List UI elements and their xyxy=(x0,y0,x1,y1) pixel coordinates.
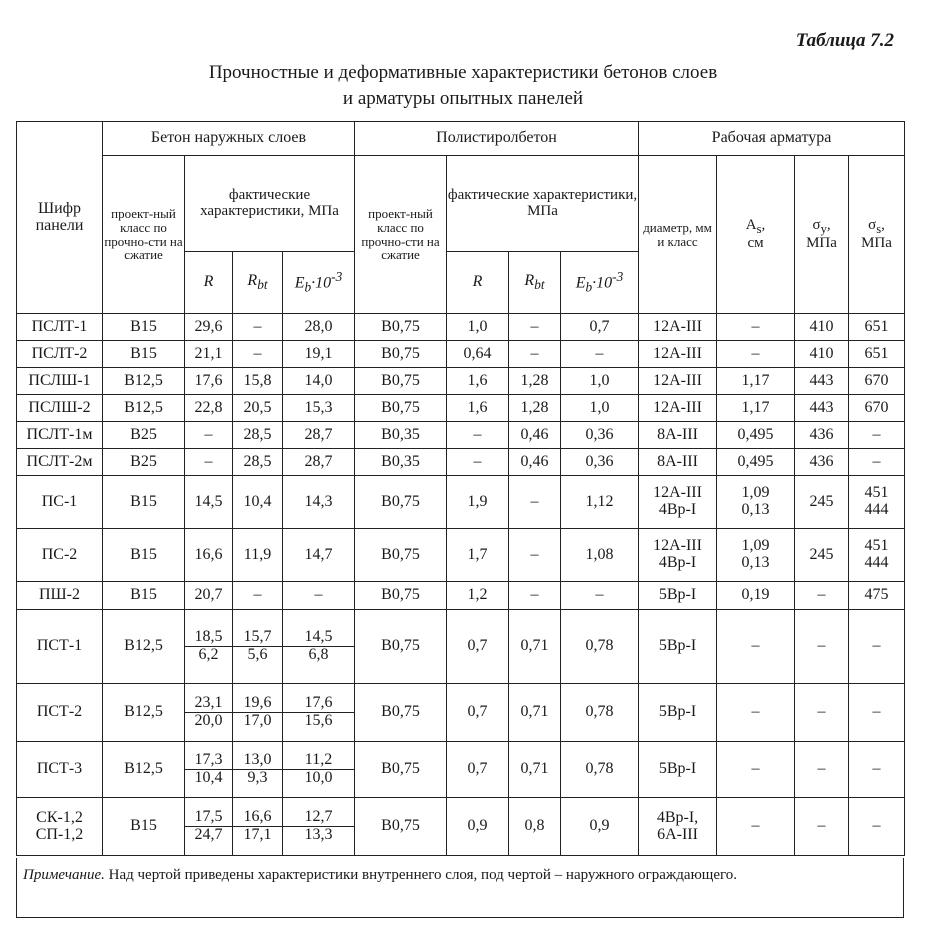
cell-Eb: 28,7 xyxy=(283,449,355,476)
header-Eb: $E_b\cdot 10^{-3}$ xyxy=(283,252,355,314)
cell-code: ПСЛТ-2м xyxy=(17,449,103,476)
cell-pc-class: B0,75 xyxy=(355,610,447,684)
cell-pc-Rbt: – xyxy=(509,341,561,368)
cell-class: B15 xyxy=(103,476,185,529)
cell-as xyxy=(717,476,795,529)
cell-pc-Eb: 0,78 xyxy=(561,684,639,742)
cell-diameter: 12A-III xyxy=(639,368,717,395)
table-row xyxy=(17,684,905,742)
cell-as: – xyxy=(717,610,795,684)
cell-inner: 18,5 xyxy=(185,629,232,647)
cell-sigma-y: – xyxy=(795,582,849,610)
cell-line: СП-1,2 xyxy=(35,825,84,843)
cell-line: 451 xyxy=(864,537,889,555)
cell-as: 0,495 xyxy=(717,449,795,476)
header-R-pc: R xyxy=(447,252,509,314)
cell-code: ПСЛШ-2 xyxy=(17,395,103,422)
cell-as: 1,17 xyxy=(717,395,795,422)
cell-Rbt: – xyxy=(233,341,283,368)
cell-class: B25 xyxy=(103,422,185,449)
cell-as: – xyxy=(717,341,795,368)
cell-diameter: 8A-III xyxy=(639,449,717,476)
table-row xyxy=(17,742,905,798)
cell-Eb: 14,3 xyxy=(283,476,355,529)
cell-class: B12,5 xyxy=(103,368,185,395)
cell-inner: 13,0 xyxy=(233,752,282,770)
cell-pc-class: B0,75 xyxy=(355,341,447,368)
cell-sigma-s xyxy=(849,529,905,582)
cell-pc-Eb: – xyxy=(561,582,639,610)
header-diameter: диаметр, мм и класс xyxy=(639,156,717,314)
cell-diameter: 8A-III xyxy=(639,422,717,449)
cell-outer: 17,0 xyxy=(243,712,272,729)
cell-pc-Eb: 1,0 xyxy=(561,368,639,395)
cell-sigma-y: 443 xyxy=(795,395,849,422)
cell-code: ПС-1 xyxy=(17,476,103,529)
cell-Rbt xyxy=(233,610,283,684)
cell-sigma-s: – xyxy=(849,798,905,856)
cell-Rbt: 10,4 xyxy=(233,476,283,529)
cell-as: 0,495 xyxy=(717,422,795,449)
header-design-class-pc: проект-ный класс по прочно-сти на сжатие xyxy=(355,156,447,314)
table-row xyxy=(17,476,905,529)
cell-outer: 20,0 xyxy=(194,712,223,729)
cell-pc-class: B0,75 xyxy=(355,684,447,742)
cell-pc-class: B0,75 xyxy=(355,395,447,422)
cell-class: B12,5 xyxy=(103,742,185,798)
cell-class: B25 xyxy=(103,449,185,476)
cell-R xyxy=(185,684,233,742)
cell-sigma-y: – xyxy=(795,798,849,856)
cell-Rbt: 28,5 xyxy=(233,449,283,476)
cell-pc-R: 1,6 xyxy=(447,368,509,395)
cell-code xyxy=(17,798,103,856)
cell-Eb xyxy=(283,798,355,856)
cell-class: B15 xyxy=(103,582,185,610)
cell-outer: 13,3 xyxy=(304,826,333,843)
header-polystyrene-concrete: Полистиролбетон xyxy=(355,122,639,156)
cell-diameter: 5Вр-I xyxy=(639,582,717,610)
cell-pc-Rbt: 0,46 xyxy=(509,422,561,449)
cell-R xyxy=(185,610,233,684)
cell-R: 14,5 xyxy=(185,476,233,529)
cell-Eb: 28,0 xyxy=(283,314,355,341)
cell-pc-Rbt: 0,8 xyxy=(509,798,561,856)
cell-inner: 17,6 xyxy=(283,695,354,713)
cell-R: 20,7 xyxy=(185,582,233,610)
cell-outer: 9,3 xyxy=(247,769,268,786)
cell-sigma-y: – xyxy=(795,610,849,684)
cell-diameter: 5Вр-I xyxy=(639,684,717,742)
cell-outer: 10,0 xyxy=(304,769,333,786)
cell-Rbt: 28,5 xyxy=(233,422,283,449)
cell-inner: 23,1 xyxy=(185,695,232,713)
cell-sigma-s: – xyxy=(849,449,905,476)
cell-pc-R: 1,7 xyxy=(447,529,509,582)
cell-Eb: 19,1 xyxy=(283,341,355,368)
cell-Rbt xyxy=(233,742,283,798)
header-Rbt: $R_{bt}$ xyxy=(233,252,283,314)
cell-Eb xyxy=(283,742,355,798)
cell-pc-Eb: 1,12 xyxy=(561,476,639,529)
table-title-line-1: Прочностные и деформативные характеристики бетонов слоев xyxy=(208,62,718,83)
header-sub-row xyxy=(17,156,905,252)
table-row xyxy=(17,368,905,395)
cell-pc-R: 0,64 xyxy=(447,341,509,368)
cell-class: B15 xyxy=(103,341,185,368)
cell-Eb: 15,3 xyxy=(283,395,355,422)
cell-pc-class: B0,75 xyxy=(355,742,447,798)
table-row xyxy=(17,529,905,582)
cell-R xyxy=(185,742,233,798)
cell-outer: 15,6 xyxy=(304,712,333,729)
cell-R: – xyxy=(185,422,233,449)
cell-pc-Eb: 1,08 xyxy=(561,529,639,582)
cell-sigma-s: 475 xyxy=(849,582,905,610)
header-design-class: проект-ный класс по прочно-сти на сжатие xyxy=(103,156,185,314)
cell-line: 6A-III xyxy=(657,825,698,843)
cell-sigma-s: 651 xyxy=(849,341,905,368)
table-row xyxy=(17,341,905,368)
cell-class: B12,5 xyxy=(103,610,185,684)
header-actual-chars-pc: фактические характеристики, МПа xyxy=(447,156,639,252)
table-number: Таблица 7.2 xyxy=(795,30,894,51)
cell-Eb: 14,7 xyxy=(283,529,355,582)
cell-class: B12,5 xyxy=(103,395,185,422)
cell-sigma-y: 245 xyxy=(795,529,849,582)
table-row xyxy=(17,449,905,476)
cell-outer: 17,1 xyxy=(243,826,272,843)
cell-code: ПС-2 xyxy=(17,529,103,582)
cell-diameter xyxy=(639,529,717,582)
cell-Eb xyxy=(283,610,355,684)
table-row xyxy=(17,422,905,449)
cell-pc-class: B0,75 xyxy=(355,368,447,395)
header-as: $A_s$, см xyxy=(717,156,795,314)
table-title-line-2: и арматуры опытных панелей xyxy=(342,88,584,109)
cell-sigma-y: – xyxy=(795,742,849,798)
cell-pc-R: 1,6 xyxy=(447,395,509,422)
cell-Eb xyxy=(283,684,355,742)
cell-inner: 19,6 xyxy=(233,695,282,713)
cell-pc-Rbt: – xyxy=(509,314,561,341)
header-code: Шифр панели xyxy=(17,122,103,314)
cell-line: 1,09 xyxy=(741,484,770,502)
cell-diameter xyxy=(639,798,717,856)
cell-sigma-s: 670 xyxy=(849,368,905,395)
cell-pc-class: B0,75 xyxy=(355,582,447,610)
cell-inner: 17,5 xyxy=(185,809,232,827)
cell-pc-Eb: 0,78 xyxy=(561,742,639,798)
cell-Rbt xyxy=(233,798,283,856)
header-reinforcement: Рабочая арматура xyxy=(639,122,905,156)
cell-as xyxy=(717,529,795,582)
cell-line: 444 xyxy=(864,501,889,518)
cell-Rbt: 15,8 xyxy=(233,368,283,395)
cell-line: 12A-III xyxy=(653,484,702,502)
header-sigma-y: $\sigma_y$, МПа xyxy=(795,156,849,314)
cell-pc-Eb: 0,36 xyxy=(561,422,639,449)
cell-inner: 15,7 xyxy=(233,629,282,647)
cell-as: – xyxy=(717,684,795,742)
cell-Rbt xyxy=(233,684,283,742)
cell-line: 4Вр-I xyxy=(658,554,697,571)
header-outer-concrete: Бетон наружных слоев xyxy=(103,122,355,156)
cell-code: ПСЛТ-1 xyxy=(17,314,103,341)
cell-sigma-y: 410 xyxy=(795,341,849,368)
cell-inner: 17,3 xyxy=(185,752,232,770)
cell-diameter: 5Вр-I xyxy=(639,610,717,684)
cell-pc-Eb: 0,7 xyxy=(561,314,639,341)
cell-pc-class: B0,75 xyxy=(355,529,447,582)
cell-R: – xyxy=(185,449,233,476)
cell-diameter: 12A-III xyxy=(639,395,717,422)
cell-inner: 11,2 xyxy=(283,752,354,770)
cell-line: 4Вр-I, xyxy=(656,808,699,826)
cell-pc-R: 1,0 xyxy=(447,314,509,341)
cell-Rbt: 20,5 xyxy=(233,395,283,422)
cell-R: 16,6 xyxy=(185,529,233,582)
cell-line: 4Вр-I xyxy=(658,501,697,518)
header-Eb-pc: $E_b\cdot 10^{-3}$ xyxy=(561,252,639,314)
cell-sigma-s xyxy=(849,476,905,529)
cell-pc-R: – xyxy=(447,422,509,449)
table-note xyxy=(16,858,904,918)
cell-sigma-y: 436 xyxy=(795,449,849,476)
cell-pc-Rbt: 0,71 xyxy=(509,684,561,742)
cell-pc-Eb: 0,9 xyxy=(561,798,639,856)
table-row xyxy=(17,395,905,422)
cell-Rbt: – xyxy=(233,314,283,341)
cell-sigma-s: – xyxy=(849,742,905,798)
cell-as: 1,17 xyxy=(717,368,795,395)
cell-pc-class: B0,75 xyxy=(355,314,447,341)
cell-diameter: 12A-III xyxy=(639,314,717,341)
header-actual-chars: фактические характеристики, МПа xyxy=(185,156,355,252)
cell-pc-R: 0,7 xyxy=(447,742,509,798)
note-text: Над чертой приведены характеристики внутреннего слоя, под чертой – наружного ограждающего. xyxy=(104,867,738,883)
cell-as: 0,19 xyxy=(717,582,795,610)
cell-R xyxy=(185,798,233,856)
cell-line: СК-1,2 xyxy=(36,808,83,826)
cell-pc-Rbt: – xyxy=(509,476,561,529)
note-label: Примечание. xyxy=(23,867,105,883)
cell-pc-Rbt: – xyxy=(509,582,561,610)
header-sigma-s: $\sigma_s$, МПа xyxy=(849,156,905,314)
cell-line: 0,13 xyxy=(741,554,770,571)
header-Rbt-pc: $R_{bt}$ xyxy=(509,252,561,314)
cell-inner: 16,6 xyxy=(233,809,282,827)
cell-Eb: – xyxy=(283,582,355,610)
cell-as: – xyxy=(717,742,795,798)
cell-pc-class: B0,75 xyxy=(355,798,447,856)
cell-sigma-s: 651 xyxy=(849,314,905,341)
cell-pc-Rbt: 0,71 xyxy=(509,610,561,684)
cell-as: – xyxy=(717,314,795,341)
cell-outer: 24,7 xyxy=(194,826,223,843)
cell-class: B15 xyxy=(103,798,185,856)
cell-sigma-y: 436 xyxy=(795,422,849,449)
cell-outer: 6,2 xyxy=(198,646,219,663)
cell-pc-R: 0,9 xyxy=(447,798,509,856)
cell-code: ПШ-2 xyxy=(17,582,103,610)
cell-pc-class: B0,35 xyxy=(355,449,447,476)
cell-pc-class: B0,75 xyxy=(355,476,447,529)
cell-Rbt: 11,9 xyxy=(233,529,283,582)
cell-pc-Rbt: 1,28 xyxy=(509,368,561,395)
cell-outer: 6,8 xyxy=(308,646,329,663)
cell-pc-R: 0,7 xyxy=(447,610,509,684)
cell-Eb: 14,0 xyxy=(283,368,355,395)
header-R: R xyxy=(185,252,233,314)
cell-outer: 10,4 xyxy=(194,769,223,786)
characteristics-table xyxy=(16,121,905,856)
cell-diameter: 12A-III xyxy=(639,341,717,368)
cell-code: ПСТ-1 xyxy=(17,610,103,684)
cell-code: ПСЛТ-2 xyxy=(17,341,103,368)
cell-code: ПСЛТ-1м xyxy=(17,422,103,449)
cell-pc-Eb: 1,0 xyxy=(561,395,639,422)
cell-pc-Rbt: 0,71 xyxy=(509,742,561,798)
cell-sigma-y: 245 xyxy=(795,476,849,529)
cell-inner: 14,5 xyxy=(283,629,354,647)
cell-sigma-s: – xyxy=(849,684,905,742)
cell-pc-Rbt: 0,46 xyxy=(509,449,561,476)
cell-pc-R: 1,2 xyxy=(447,582,509,610)
cell-line: 444 xyxy=(864,554,889,571)
cell-pc-Eb: – xyxy=(561,341,639,368)
cell-pc-R: 0,7 xyxy=(447,684,509,742)
cell-class: B15 xyxy=(103,529,185,582)
cell-R: 17,6 xyxy=(185,368,233,395)
cell-sigma-y: 410 xyxy=(795,314,849,341)
table-row xyxy=(17,314,905,341)
cell-R: 22,8 xyxy=(185,395,233,422)
cell-diameter: 5Вр-I xyxy=(639,742,717,798)
cell-sigma-s: – xyxy=(849,610,905,684)
cell-pc-Eb: 0,78 xyxy=(561,610,639,684)
cell-class: B15 xyxy=(103,314,185,341)
cell-as: – xyxy=(717,798,795,856)
cell-code: ПСТ-2 xyxy=(17,684,103,742)
cell-pc-Rbt: 1,28 xyxy=(509,395,561,422)
table-row xyxy=(17,610,905,684)
table-row xyxy=(17,798,905,856)
cell-pc-class: B0,35 xyxy=(355,422,447,449)
cell-line: 1,09 xyxy=(741,537,770,555)
cell-diameter xyxy=(639,476,717,529)
cell-sigma-s: 670 xyxy=(849,395,905,422)
cell-R: 21,1 xyxy=(185,341,233,368)
header-group-row xyxy=(17,122,905,156)
cell-code: ПСТ-3 xyxy=(17,742,103,798)
cell-Eb: 28,7 xyxy=(283,422,355,449)
cell-outer: 5,6 xyxy=(247,646,268,663)
cell-pc-Rbt: – xyxy=(509,529,561,582)
table-row xyxy=(17,582,905,610)
cell-pc-R: – xyxy=(447,449,509,476)
cell-inner: 12,7 xyxy=(283,809,354,827)
cell-class: B12,5 xyxy=(103,684,185,742)
cell-pc-R: 1,9 xyxy=(447,476,509,529)
cell-line: 451 xyxy=(864,484,889,502)
cell-R: 29,6 xyxy=(185,314,233,341)
cell-sigma-s: – xyxy=(849,422,905,449)
cell-line: 12A-III xyxy=(653,537,702,555)
cell-line: 0,13 xyxy=(741,501,770,518)
cell-pc-Eb: 0,36 xyxy=(561,449,639,476)
cell-Rbt: – xyxy=(233,582,283,610)
cell-sigma-y: – xyxy=(795,684,849,742)
cell-sigma-y: 443 xyxy=(795,368,849,395)
cell-code: ПСЛШ-1 xyxy=(17,368,103,395)
